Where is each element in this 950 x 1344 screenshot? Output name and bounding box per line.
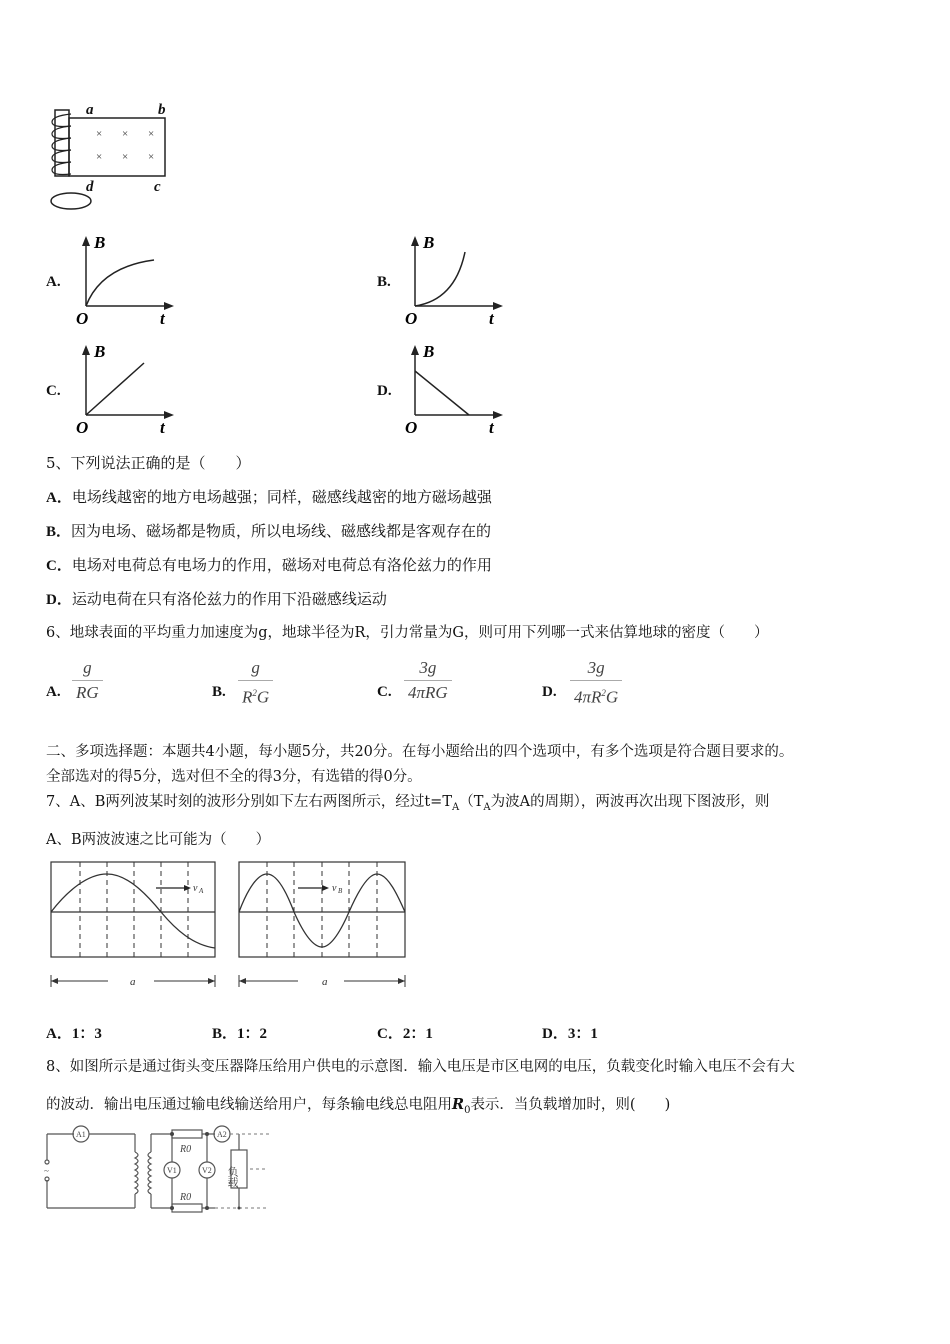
q4-option-b-label: B. bbox=[377, 274, 391, 290]
svg-text:R0: R0 bbox=[180, 1192, 192, 1203]
svg-text:~: ~ bbox=[44, 1166, 49, 1176]
svg-text:B: B bbox=[423, 233, 435, 252]
coil-field-figure bbox=[44, 98, 174, 216]
svg-text:R0: R0 bbox=[180, 1144, 192, 1155]
q5-option-b[interactable]: B．因为电场、磁场都是物质，所以电场线、磁感线都是客观存在的 bbox=[46, 522, 492, 540]
q5-option-a[interactable]: A．电场线越密的地方电场越强；同样，磁感线越密的地方磁场越强 bbox=[46, 488, 492, 506]
q5-option-d[interactable]: D．运动电荷在只有洛伦兹力的作用下沿磁感线运动 bbox=[46, 590, 387, 608]
svg-text:B: B bbox=[423, 342, 435, 361]
q7-option-c[interactable]: C．2：1 bbox=[377, 1026, 433, 1042]
q6-option-c-label: C. bbox=[377, 684, 392, 700]
transformer-circuit-figure bbox=[44, 1122, 274, 1217]
q6-stem: 6、地球表面的平均重力加速度为g，地球半径为R，引力常量为G，则可用下列哪一式来估算地球的密度（ ） bbox=[46, 625, 769, 641]
svg-text:t: t bbox=[489, 418, 494, 436]
label-b: b bbox=[158, 102, 166, 118]
svg-text:O: O bbox=[76, 418, 89, 436]
svg-text:t: t bbox=[160, 418, 165, 436]
svg-text:t: t bbox=[160, 309, 165, 327]
q4-graph-d bbox=[405, 341, 515, 436]
svg-text:t: t bbox=[489, 309, 494, 327]
q6-option-d-formula[interactable]: 3g $4\pi R^2G$ bbox=[570, 658, 622, 708]
svg-text:O: O bbox=[405, 309, 418, 327]
q6-option-a-label: A. bbox=[46, 684, 61, 700]
q6-option-c-formula[interactable]: 3g 4πRG bbox=[404, 658, 452, 703]
svg-text:A1: A1 bbox=[76, 1130, 86, 1139]
svg-text:a: a bbox=[130, 976, 136, 988]
q4-graph-a bbox=[76, 232, 186, 327]
svg-text:A: A bbox=[199, 887, 204, 895]
svg-text:B: B bbox=[338, 887, 343, 895]
svg-text:v: v bbox=[332, 883, 337, 894]
q7-stem-line2: A、B两波波速之比可能为（ ） bbox=[46, 832, 271, 848]
wave-b-figure bbox=[236, 860, 411, 995]
q7-option-d[interactable]: D．3：1 bbox=[542, 1026, 598, 1042]
q8-stem-line2: 的波动．输出电压通过输电线输送给用户，每条输电线总电阻用$R_0$表示．当负载增加时，则( ) bbox=[46, 1096, 671, 1116]
svg-text:×: × bbox=[122, 151, 129, 163]
q7-option-b[interactable]: B．1：2 bbox=[212, 1026, 268, 1042]
svg-text:×: × bbox=[148, 151, 155, 163]
q4-graph-b bbox=[405, 232, 515, 327]
label-a: a bbox=[86, 102, 94, 118]
q7-option-a[interactable]: A．1：3 bbox=[46, 1026, 102, 1042]
q6-option-b-formula[interactable]: g $R^2G$ bbox=[238, 658, 273, 708]
q5-stem: 5、下列说法正确的是（ ） bbox=[46, 454, 251, 472]
wave-a-figure bbox=[48, 860, 218, 995]
label-d: d bbox=[86, 179, 94, 195]
q8-stem-line1: 8、如图所示是通过街头变压器降压给用户供电的示意图．输入电压是市区电网的电压，负载变化时输入电压不会有大 bbox=[46, 1059, 795, 1075]
svg-text:A2: A2 bbox=[217, 1130, 227, 1139]
q5-option-c[interactable]: C．电场对电荷总有电场力的作用，磁场对电荷总有洛伦兹力的作用 bbox=[46, 556, 492, 574]
svg-text:B: B bbox=[94, 342, 106, 361]
svg-text:B: B bbox=[94, 233, 106, 252]
q4-option-c-label: C. bbox=[46, 383, 61, 399]
q7-stem-line1: 7、A、B两列波某时刻的波形分别如下左右两图所示，经过$t=T_A(T_A$为波A的周期），两波再次出现下图波形，则 bbox=[46, 794, 770, 813]
svg-text:a: a bbox=[322, 976, 328, 988]
svg-text:V2: V2 bbox=[202, 1166, 212, 1175]
q4-graph-c bbox=[76, 341, 186, 436]
svg-text:负载: 负载 bbox=[226, 1166, 238, 1188]
label-c: c bbox=[154, 179, 161, 195]
svg-text:O: O bbox=[405, 418, 418, 436]
section2-heading-line2: 全部选对的得5分，选对但不全的得3分，有选错的得0分。 bbox=[46, 769, 422, 785]
q6-option-b-label: B. bbox=[212, 684, 226, 700]
q4-option-d-label: D. bbox=[377, 383, 392, 399]
section2-heading-line1: 二、多项选择题：本题共4小题，每小题5分，共20分。在每小题给出的四个选项中，有多个选项是符合题目要求的。 bbox=[46, 744, 794, 760]
svg-text:v: v bbox=[193, 883, 198, 894]
svg-text:×: × bbox=[122, 128, 129, 140]
svg-text:O: O bbox=[76, 309, 89, 327]
svg-text:×: × bbox=[96, 151, 103, 163]
q4-option-a-label: A. bbox=[46, 274, 61, 290]
svg-text:V1: V1 bbox=[167, 1166, 177, 1175]
field-x: × bbox=[96, 128, 103, 140]
svg-text:×: × bbox=[148, 128, 155, 140]
q6-option-a-formula[interactable]: g RG bbox=[72, 658, 103, 703]
q6-option-d-label: D. bbox=[542, 684, 557, 700]
